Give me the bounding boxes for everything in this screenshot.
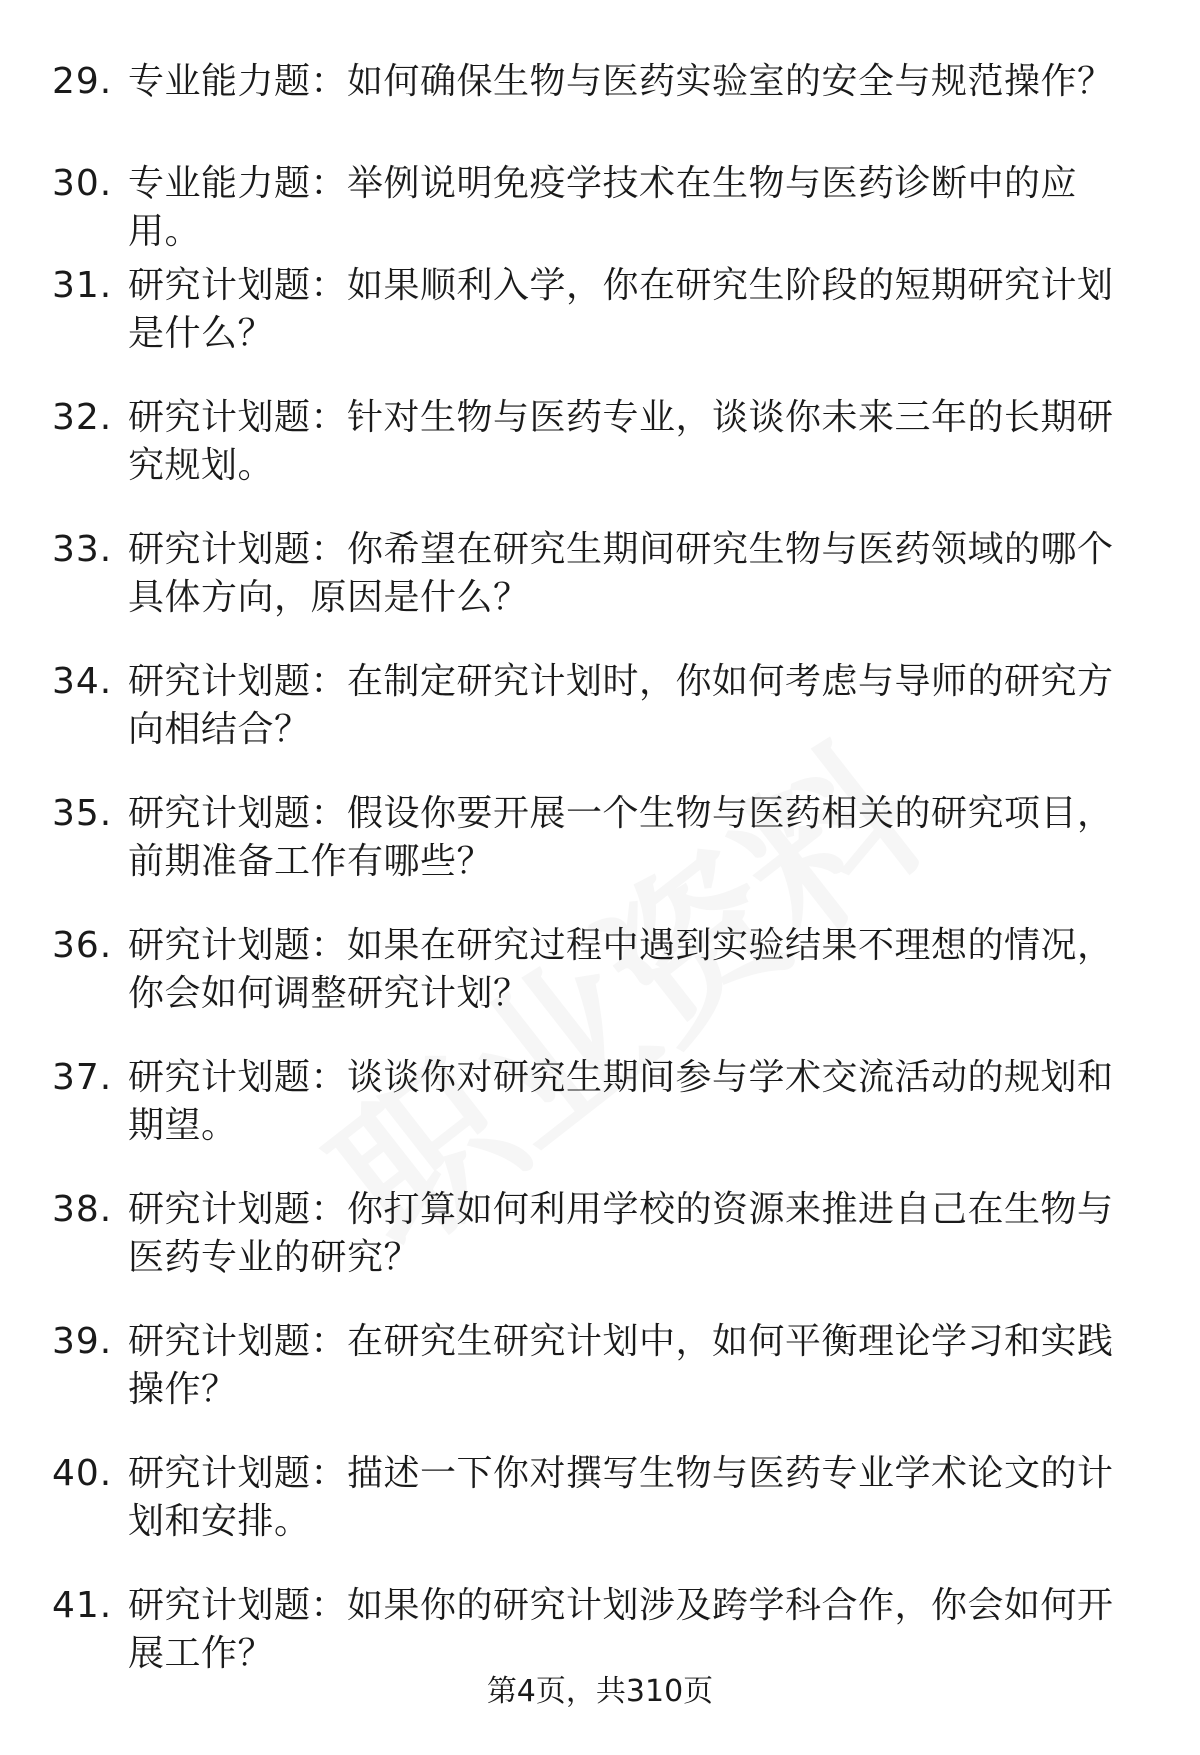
question-number: 38. xyxy=(52,1189,113,1230)
page-footer xyxy=(0,1672,1200,1712)
question-text: 研究计划题：你打算如何利用学校的资源来推进自己在生物与医药专业的研究？ xyxy=(128,1189,1114,1278)
question-number: 36. xyxy=(52,925,113,966)
question-text: 研究计划题：在研究生研究计划中，如何平衡理论学习和实践操作？ xyxy=(128,1321,1114,1410)
question-text: 研究计划题：如果顺利入学，你在研究生阶段的短期研究计划是什么？ xyxy=(128,265,1114,354)
question-number: 37. xyxy=(52,1057,113,1098)
question-item xyxy=(0,262,1200,394)
question-number: 40. xyxy=(52,1453,113,1494)
question-number: 34. xyxy=(52,661,113,702)
question-text: 研究计划题：如果在研究过程中遇到实验结果不理想的情况，你会如何调整研究计划？ xyxy=(128,925,1114,1014)
question-text: 研究计划题：描述一下你对撰写生物与医药专业学术论文的计划和安排。 xyxy=(128,1453,1114,1542)
question-item xyxy=(0,1450,1200,1582)
question-item xyxy=(0,1054,1200,1186)
page-number-label: 第4页，共310页 xyxy=(486,1674,714,1709)
question-item xyxy=(0,922,1200,1054)
question-number: 32. xyxy=(52,397,113,438)
question-text: 研究计划题：假设你要开展一个生物与医药相关的研究项目，前期准备工作有哪些？ xyxy=(128,793,1114,882)
question-text: 研究计划题：在制定研究计划时，你如何考虑与导师的研究方向相结合？ xyxy=(128,661,1114,750)
question-text: 专业能力题：举例说明免疫学技术在生物与医药诊断中的应用。 xyxy=(128,163,1078,252)
question-item xyxy=(0,58,1200,160)
question-item xyxy=(0,394,1200,526)
question-number: 41. xyxy=(52,1585,113,1626)
question-list xyxy=(0,58,1200,1714)
question-text: 研究计划题：如果你的研究计划涉及跨学科合作，你会如何开展工作？ xyxy=(128,1585,1114,1674)
question-item xyxy=(0,526,1200,658)
question-item xyxy=(0,790,1200,922)
question-number: 35. xyxy=(52,793,113,834)
question-text: 研究计划题：谈谈你对研究生期间参与学术交流活动的规划和期望。 xyxy=(128,1057,1114,1146)
question-number: 33. xyxy=(52,529,113,570)
question-text: 专业能力题：如何确保生物与医药实验室的安全与规范操作？ xyxy=(128,61,1114,102)
question-item xyxy=(0,658,1200,790)
question-number: 39. xyxy=(52,1321,113,1362)
question-item xyxy=(0,1318,1200,1450)
question-number: 31. xyxy=(52,265,113,306)
question-item xyxy=(0,1186,1200,1318)
question-item xyxy=(0,160,1200,262)
question-text: 研究计划题：针对生物与医药专业，谈谈你未来三年的长期研究规划。 xyxy=(128,397,1114,486)
question-number: 30. xyxy=(52,163,113,204)
question-text: 研究计划题：你希望在研究生期间研究生物与医药领域的哪个具体方向，原因是什么？ xyxy=(128,529,1114,618)
question-number: 29. xyxy=(52,61,113,102)
